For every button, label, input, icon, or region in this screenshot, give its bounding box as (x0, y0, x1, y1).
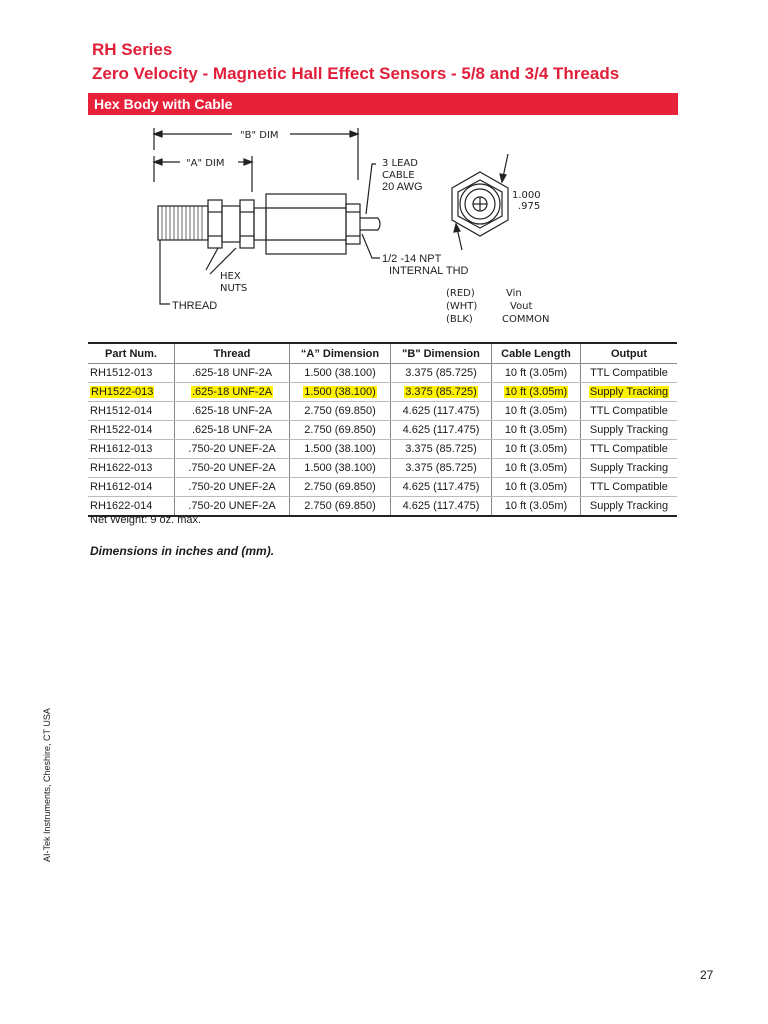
cell-b-dim (391, 459, 492, 478)
cell-a-dim (290, 383, 391, 402)
cell-cable-length (492, 440, 581, 459)
cable-label-3: 20 AWG (382, 181, 423, 193)
cell-cable-length (492, 421, 581, 440)
cell-output (581, 402, 678, 421)
cell-cable-length-text: 10 ft (3.05m) (504, 367, 568, 379)
wire-black-label: (BLK) (446, 314, 473, 325)
cell-cable-length (492, 383, 581, 402)
table-row (88, 383, 677, 402)
cell-b-dim-text: 3.375 (85.725) (405, 367, 477, 379)
page-title: Zero Velocity - Magnetic Hall Effect Sensors - 5/8 and 3/4 Threads (92, 64, 620, 83)
cell-output-text: Supply Tracking (589, 424, 669, 436)
cell-b-dim-text: 4.625 (117.475) (402, 424, 480, 436)
cell-b-dim-text: 4.625 (117.475) (402, 481, 480, 493)
cell-thread (175, 402, 290, 421)
cell-a-dim-text: 2.750 (69.850) (304, 424, 376, 436)
cell-output-text: Supply Tracking (589, 500, 669, 512)
cell-a-dim (290, 478, 391, 497)
spec-table (88, 342, 677, 517)
cell-output (581, 478, 678, 497)
cell-a-dim-text: 2.750 (69.850) (304, 500, 376, 512)
cell-part-num-text: RH1522-013 (91, 386, 154, 398)
cell-output-text: TTL Compatible (590, 443, 668, 455)
cell-part-num-text: RH1522-014 (90, 424, 153, 436)
cell-part-num-text: RH1622-013 (90, 462, 153, 474)
cell-output (581, 383, 678, 402)
cell-part-num-text: RH1612-014 (90, 481, 153, 493)
table-header-row (88, 343, 677, 364)
cell-output (581, 497, 678, 517)
wire-white-value: Vout (510, 301, 533, 312)
cell-thread (175, 383, 290, 402)
cell-b-dim (391, 497, 492, 517)
cell-b-dim (391, 421, 492, 440)
a-dim-label: "A" DIM (186, 158, 225, 169)
cell-cable-length-text: 10 ft (3.05m) (504, 443, 568, 455)
cell-output-text: TTL Compatible (590, 405, 668, 417)
cell-thread-text: .750-20 UNEF-2A (188, 500, 276, 512)
cell-part-num-text: RH1512-013 (90, 367, 153, 379)
sensor-drawing (140, 120, 580, 332)
cell-part-num (88, 402, 175, 421)
table-row (88, 364, 677, 383)
cell-thread-text: .625-18 UNF-2A (191, 367, 273, 379)
cell-cable-length-text: 10 ft (3.05m) (504, 500, 568, 512)
col-output: Output (581, 343, 678, 364)
col-thread: Thread (175, 343, 290, 364)
cell-cable-length (492, 497, 581, 517)
cell-cable-length-text: 10 ft (3.05m) (504, 481, 568, 493)
cell-b-dim-text: 3.375 (85.725) (405, 386, 477, 398)
cell-b-dim (391, 478, 492, 497)
table-row (88, 402, 677, 421)
cell-a-dim-text: 1.500 (38.100) (304, 462, 376, 474)
cell-thread (175, 459, 290, 478)
cell-thread (175, 478, 290, 497)
cell-thread-text: .750-20 UNEF-2A (188, 462, 276, 474)
cell-output (581, 440, 678, 459)
hex-nuts-label-2: NUTS (220, 283, 248, 294)
cell-cable-length-text: 10 ft (3.05m) (504, 424, 568, 436)
wire-white-label: (WHT) (446, 301, 478, 312)
cell-a-dim (290, 459, 391, 478)
table-row (88, 459, 677, 478)
cell-part-num (88, 421, 175, 440)
cell-a-dim-text: 1.500 (38.100) (304, 386, 376, 398)
cell-b-dim-text: 4.625 (117.475) (402, 405, 480, 417)
cell-b-dim (391, 402, 492, 421)
cable-label-1: 3 LEAD (382, 158, 418, 169)
cell-a-dim-text: 2.750 (69.850) (304, 405, 376, 417)
cell-a-dim (290, 440, 391, 459)
cell-part-num-text: RH1612-013 (90, 443, 153, 455)
cell-output (581, 421, 678, 440)
cell-part-num (88, 364, 175, 383)
cell-part-num (88, 478, 175, 497)
b-dim-label: "B" DIM (240, 130, 279, 141)
cell-cable-length-text: 10 ft (3.05m) (504, 405, 568, 417)
table-row (88, 421, 677, 440)
npt-label-2: INTERNAL THD (389, 265, 469, 277)
cell-a-dim-text: 2.750 (69.850) (304, 481, 376, 493)
cell-cable-length-text: 10 ft (3.05m) (504, 462, 568, 474)
cell-cable-length (492, 402, 581, 421)
cell-b-dim-text: 3.375 (85.725) (405, 443, 477, 455)
net-weight-note: Net Weight: 9 oz. max. (90, 514, 202, 526)
hex-dim-1: 1.000 (512, 190, 541, 201)
cell-thread (175, 364, 290, 383)
cell-part-num-text: RH1512-014 (90, 405, 153, 417)
cell-a-dim (290, 421, 391, 440)
section-band (88, 93, 678, 115)
series-title: RH Series (92, 40, 173, 59)
cell-cable-length (492, 364, 581, 383)
cell-output-text: Supply Tracking (589, 462, 669, 474)
cell-part-num (88, 459, 175, 478)
cell-cable-length (492, 459, 581, 478)
cell-thread-text: .750-20 UNEF-2A (188, 481, 276, 493)
col-part-num: Part Num. (88, 343, 175, 364)
cell-b-dim (391, 383, 492, 402)
cell-thread-text: .625-18 UNF-2A (191, 405, 273, 417)
cell-a-dim-text: 1.500 (38.100) (304, 443, 376, 455)
cell-a-dim-text: 1.500 (38.100) (304, 367, 376, 379)
section-title: Hex Body with Cable (94, 96, 233, 112)
cell-output-text: TTL Compatible (590, 367, 668, 379)
table-row (88, 478, 677, 497)
hex-dim-2: .975 (518, 201, 541, 212)
col-cable-length: Cable Length (492, 343, 581, 364)
wire-red-value: Vin (506, 288, 522, 299)
dimensions-note: Dimensions in inches and (mm). (90, 544, 275, 558)
page-number: 27 (700, 968, 714, 982)
cell-b-dim-text: 4.625 (117.475) (402, 500, 480, 512)
col-a-dim: “A” Dimension (290, 343, 391, 364)
cell-output-text: TTL Compatible (590, 481, 668, 493)
npt-label-1: 1/2 -14 NPT (382, 253, 442, 265)
cell-thread-text: .625-18 UNF-2A (191, 386, 273, 398)
col-b-dim: "B" Dimension (391, 343, 492, 364)
cable-label-2: CABLE (382, 170, 415, 181)
cell-output (581, 364, 678, 383)
company-footer: AI-Tek Instruments, Cheshire, CT USA (42, 708, 52, 862)
cell-output-text: Supply Tracking (589, 386, 669, 398)
cell-part-num-text: RH1622-014 (90, 500, 153, 512)
cell-b-dim (391, 364, 492, 383)
cell-cable-length-text: 10 ft (3.05m) (504, 386, 568, 398)
cell-b-dim (391, 440, 492, 459)
cell-thread (175, 440, 290, 459)
wire-red-label: (RED) (446, 288, 475, 299)
cell-a-dim (290, 364, 391, 383)
thread-label: THREAD (172, 300, 218, 312)
cell-thread-text: .625-18 UNF-2A (191, 424, 273, 436)
cell-a-dim (290, 497, 391, 517)
cell-part-num (88, 440, 175, 459)
cell-a-dim (290, 402, 391, 421)
cell-output (581, 459, 678, 478)
cell-thread-text: .750-20 UNEF-2A (188, 443, 276, 455)
table-row (88, 440, 677, 459)
cell-part-num (88, 383, 175, 402)
hex-nuts-label-1: HEX (220, 271, 241, 282)
cell-cable-length (492, 478, 581, 497)
wire-black-value: COMMON (502, 314, 550, 325)
cell-b-dim-text: 3.375 (85.725) (405, 462, 477, 474)
cell-thread (175, 421, 290, 440)
